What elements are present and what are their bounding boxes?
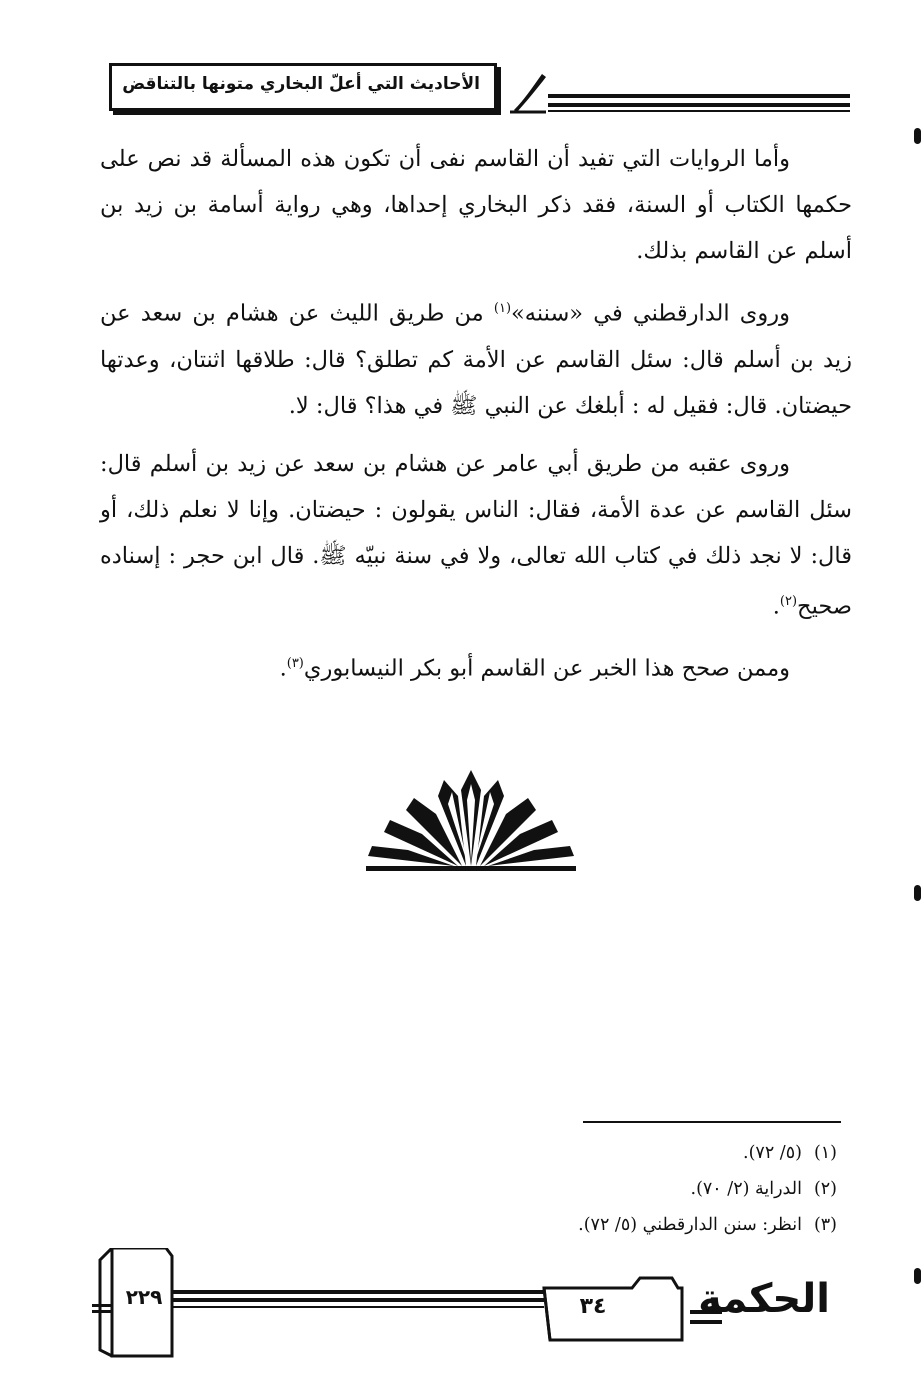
scan-mark <box>914 885 921 901</box>
footnote-1 <box>578 1135 837 1171</box>
footnote-3 <box>578 1207 837 1243</box>
paragraph-4 <box>100 641 852 692</box>
magazine-logo: الحكمة <box>698 1276 830 1322</box>
scan-mark <box>914 128 921 144</box>
footnote-text: (٥/ ٧٢). <box>743 1143 802 1163</box>
footnote-text: انظر: سنن الدارقطني (٥/ ٧٢). <box>578 1215 802 1235</box>
issue-number: ٣٤ <box>579 1294 607 1319</box>
paragraph-1-text: وأما الروايات التي تفيد أن القاسم نفى أن تكون هذه المسألة قد نص على حكمها الكتاب أو السنة، فقد ذكر البخاري إحداها، وهي رواية أسامة بن زيد بن أسلم عن القاسم بذلك. <box>100 146 852 264</box>
paragraph-3-part1: وروى عقبه من طريق أبي عامر عن هشام بن سعد عن زيد بن أسلم قال: سئل القاسم عن عدة الأمة، فقال: الناس يقولون : حيضتان. وإنا لا نعلم ذلك، أو قال: لا نجد ذلك في كتاب الله تعالى، ولا في سنة نبيّه ﷺ. قال ابن حجر : إسناده صحيح <box>100 450 852 619</box>
footnote-ref-3[interactable]: (٣) <box>286 656 304 671</box>
paragraph-4-part2: . <box>279 655 287 682</box>
header-rule <box>548 92 850 114</box>
running-header-box <box>109 63 497 111</box>
paragraph-1 <box>100 136 852 274</box>
footnote-ref-1[interactable]: (١) <box>493 301 512 316</box>
sunburst-ornament <box>366 770 576 874</box>
paragraph-4-part1: وممن صحح هذا الخبر عن القاسم أبو بكر النيسابوري <box>303 655 790 682</box>
paragraph-2-part1: وروى الدارقطني في «سننه» <box>511 300 791 327</box>
body-text <box>100 136 852 704</box>
footnote-ref-2[interactable]: (٢) <box>779 593 798 609</box>
paragraph-2 <box>100 286 852 429</box>
page-number: ٢٢٩ <box>125 1285 163 1309</box>
paragraph-2-part2: من طريق الليث عن هشام بن سعد عن زيد بن أسلم قال: سئل القاسم عن الأمة كم تطلق؟ قال: طلاقها اثنتان، وعدتها حيضتان. قال: فقيل له : أبلغك عن النبي ﷺ في هذا؟ قال: لا. <box>100 300 852 419</box>
footnote-number: (٢) <box>813 1179 837 1199</box>
paragraph-3 <box>100 441 852 630</box>
footnote-2 <box>578 1171 837 1207</box>
pen-icon <box>506 70 550 114</box>
running-header-title: الأحاديث التي أعلّ البخاري متونها بالتناقض <box>122 74 480 94</box>
footnote-number: (١) <box>813 1143 837 1163</box>
footnote-number: (٣) <box>813 1215 837 1235</box>
footnote-text: الدراية (٢/ ٧٠). <box>690 1179 802 1199</box>
scan-mark <box>914 1268 921 1284</box>
footnote-separator <box>583 1121 841 1123</box>
footnotes <box>578 1135 837 1243</box>
paragraph-3-part2: . <box>772 593 780 619</box>
